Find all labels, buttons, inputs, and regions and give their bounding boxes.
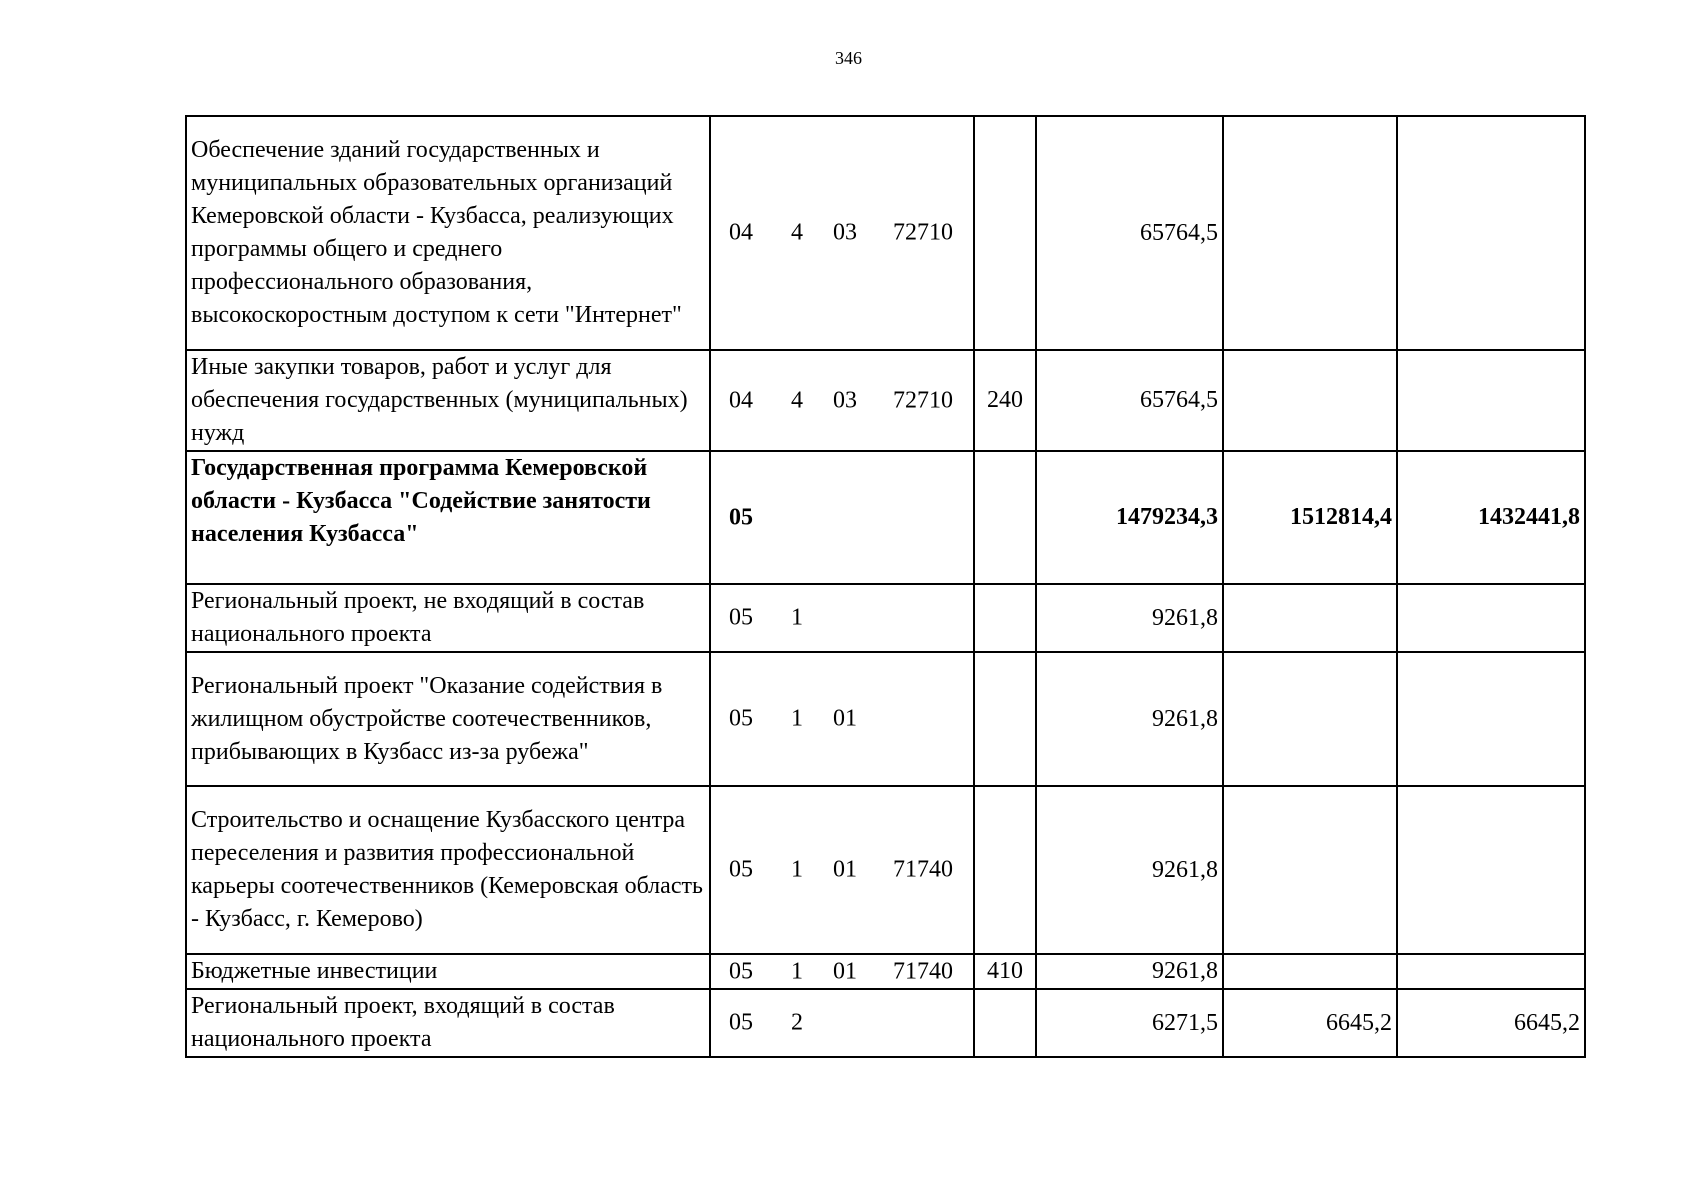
direction-code: 03 xyxy=(833,387,857,413)
expense-code: 72710 xyxy=(893,219,953,246)
amount-year-3 xyxy=(1397,116,1585,350)
expense-type-code xyxy=(974,584,1036,652)
amount-year-1: 1479234,3 xyxy=(1036,451,1223,584)
amount-year-3 xyxy=(1397,954,1585,989)
program-code: 05 xyxy=(729,504,753,530)
amount-year-2 xyxy=(1223,652,1397,786)
amount-year-2 xyxy=(1223,954,1397,989)
amount-year-2: 1512814,4 xyxy=(1223,451,1397,584)
expense-type-code: 410 xyxy=(974,954,1036,989)
subprogram-code: 1 xyxy=(791,705,803,732)
amount-year-1: 65764,5 xyxy=(1036,116,1223,350)
amount-year-2 xyxy=(1223,350,1397,451)
amount-year-1: 9261,8 xyxy=(1036,954,1223,989)
program-code: 05 xyxy=(729,705,753,732)
row-name: Бюджетные инвестиции xyxy=(186,954,710,989)
amount-year-2 xyxy=(1223,786,1397,954)
table-row xyxy=(186,786,1585,954)
expense-code: 71740 xyxy=(893,958,953,984)
amount-year-2: 6645,2 xyxy=(1223,989,1397,1057)
amount-year-1: 6271,5 xyxy=(1036,989,1223,1057)
subprogram-code: 1 xyxy=(791,856,803,883)
row-codes xyxy=(710,451,974,584)
amount-year-3 xyxy=(1397,786,1585,954)
direction-code: 01 xyxy=(833,705,857,732)
table-row xyxy=(186,451,1585,584)
row-name: Строительство и оснащение Кузбасского центра переселения и развития профессиональной карьеры соотечественников (Кемеровская область - Кузбасс, г. Кемерово) xyxy=(186,786,710,954)
direction-code: 01 xyxy=(833,958,857,984)
expense-type-code xyxy=(974,116,1036,350)
amount-year-1: 65764,5 xyxy=(1036,350,1223,451)
program-code: 05 xyxy=(729,958,753,984)
expense-type-code xyxy=(974,989,1036,1057)
amount-year-1: 9261,8 xyxy=(1036,584,1223,652)
program-code: 05 xyxy=(729,1009,753,1036)
expense-type-code xyxy=(974,451,1036,584)
amount-year-3: 1432441,8 xyxy=(1397,451,1585,584)
expense-type-code xyxy=(974,786,1036,954)
row-name: Региональный проект, входящий в состав национального проекта xyxy=(186,989,710,1057)
amount-year-1: 9261,8 xyxy=(1036,652,1223,786)
amount-year-3 xyxy=(1397,350,1585,451)
program-code: 05 xyxy=(729,604,753,631)
amount-year-3 xyxy=(1397,652,1585,786)
amount-year-2 xyxy=(1223,116,1397,350)
direction-code: 01 xyxy=(833,856,857,883)
subprogram-code: 4 xyxy=(791,219,803,246)
amount-year-2 xyxy=(1223,584,1397,652)
subprogram-code: 4 xyxy=(791,387,803,413)
amount-year-3: 6645,2 xyxy=(1397,989,1585,1057)
table-row xyxy=(186,652,1585,786)
table-row xyxy=(186,989,1585,1057)
row-name: Региональный проект "Оказание содействия в жилищном обустройстве соотечественников, прибывающих в Кузбасс из-за рубежа" xyxy=(186,652,710,786)
row-name: Региональный проект, не входящий в состав национального проекта xyxy=(186,584,710,652)
row-name: Иные закупки товаров, работ и услуг для обеспечения государственных (муниципальных) нужд xyxy=(186,350,710,451)
program-code: 04 xyxy=(729,219,753,246)
direction-code: 03 xyxy=(833,219,857,246)
expense-type-code: 240 xyxy=(974,350,1036,451)
table-row xyxy=(186,350,1585,451)
subprogram-code: 1 xyxy=(791,604,803,631)
expense-code: 71740 xyxy=(893,856,953,883)
subprogram-code: 2 xyxy=(791,1009,803,1036)
amount-year-3 xyxy=(1397,584,1585,652)
expense-type-code xyxy=(974,652,1036,786)
subprogram-code: 1 xyxy=(791,958,803,984)
row-codes xyxy=(710,786,974,954)
table-row xyxy=(186,954,1585,989)
row-codes xyxy=(710,652,974,786)
row-name: Обеспечение зданий государственных и муниципальных образовательных организаций Кемеровской области - Кузбасса, реализующих программы общего и среднего профессионального образования, высокоскоростным доступом к сети "Интернет" xyxy=(186,116,710,350)
program-code: 04 xyxy=(729,387,753,413)
row-codes xyxy=(710,954,974,989)
budget-table xyxy=(185,115,1586,1058)
row-codes xyxy=(710,116,974,350)
row-codes xyxy=(710,584,974,652)
row-codes xyxy=(710,350,974,451)
page-number: 346 xyxy=(835,48,862,68)
amount-year-1: 9261,8 xyxy=(1036,786,1223,954)
row-codes xyxy=(710,989,974,1057)
table-row xyxy=(186,116,1585,350)
row-name: Государственная программа Кемеровской области - Кузбасса "Содействие занятости населения Кузбасса" xyxy=(186,451,710,584)
table-row xyxy=(186,584,1585,652)
expense-code: 72710 xyxy=(893,387,953,413)
program-code: 05 xyxy=(729,856,753,883)
